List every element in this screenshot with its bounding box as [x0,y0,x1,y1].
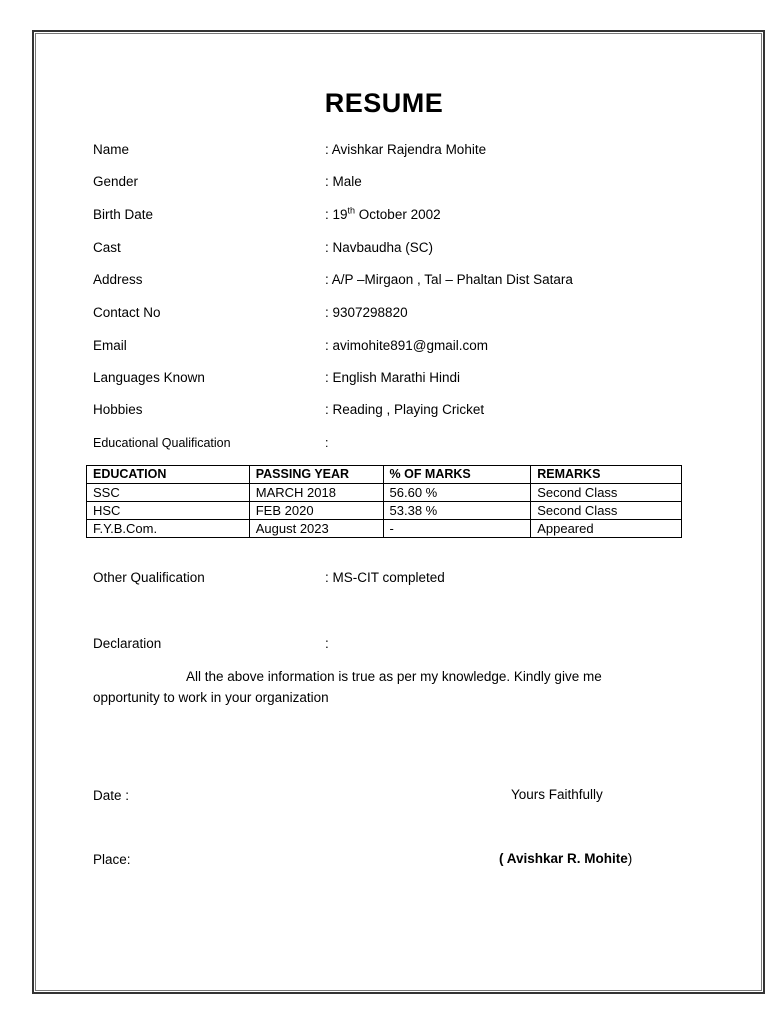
cast-value: : Navbaudha (SC) [325,240,434,255]
table-cell: Second Class [531,502,682,520]
table-cell: August 2023 [249,520,383,538]
table-row [87,484,682,502]
table-cell: - [383,520,531,538]
birth-date-value: : 19th October 2002 [325,205,441,222]
gender-value: : Male [325,174,362,189]
contact-label: Contact No [93,305,161,320]
closing-text: Yours Faithfully [511,787,603,802]
email-label: Email [93,338,127,353]
table-header-cell: PASSING YEAR [249,466,383,484]
table-cell: Appeared [531,520,682,538]
education-heading-row [93,434,329,452]
gender-label: Gender [93,174,139,189]
declaration-label: Declaration [93,636,162,651]
languages-row [93,369,461,387]
address-value: : A/P –Mirgaon , Tal – Phaltan Dist Satara [325,272,573,287]
address-row [93,271,573,289]
cast-row [93,239,434,257]
contact-row [93,304,408,322]
declaration-text: All the above information is true as per my knowledge. Kindly give me opportunity to work in your organization [93,669,602,705]
hobbies-row [93,401,485,419]
education-heading-label: Educational Qualification [93,436,231,450]
cast-label: Cast [93,240,121,255]
contact-value: : 9307298820 [325,305,408,320]
table-cell: F.Y.B.Com. [87,520,250,538]
date-label: Date : [93,788,130,803]
table-cell: HSC [87,502,250,520]
other-qualification-label: Other Qualification [93,570,205,585]
declaration-colon: : [325,636,329,651]
table-cell: MARCH 2018 [249,484,383,502]
other-qualification-value: : MS-CIT completed [325,570,445,585]
table-cell: 56.60 % [383,484,531,502]
table-header-row [87,466,682,484]
table-row [87,502,682,520]
name-row [93,141,487,159]
education-heading-value: : [325,436,329,450]
table-cell: 53.38 % [383,502,531,520]
table-header-cell: REMARKS [531,466,682,484]
other-qualification-row [93,569,445,587]
table-cell: SSC [87,484,250,502]
declaration-row [93,635,329,653]
gender-row [93,173,362,191]
email-row [93,337,489,355]
resume-title: RESUME [324,88,444,118]
table-header-cell: EDUCATION [87,466,250,484]
hobbies-value: : Reading , Playing Cricket [325,402,485,417]
place-label: Place: [93,852,131,867]
languages-value: : English Marathi Hindi [325,370,461,385]
birth-date-label: Birth Date [93,207,154,222]
table-cell: Second Class [531,484,682,502]
hobbies-label: Hobbies [93,402,143,417]
table-cell: FEB 2020 [249,502,383,520]
address-label: Address [93,272,143,287]
signature-name: ( Avishkar R. Mohite) [499,851,633,866]
table-header-cell: % OF MARKS [383,466,531,484]
birth-date-row [93,205,441,224]
languages-label: Languages Known [93,370,205,385]
table-row [87,520,682,538]
name-label: Name [93,142,130,157]
name-value: : Avishkar Rajendra Mohite [325,142,487,157]
email-value: : avimohite891@gmail.com [325,338,489,353]
education-table [86,465,682,538]
